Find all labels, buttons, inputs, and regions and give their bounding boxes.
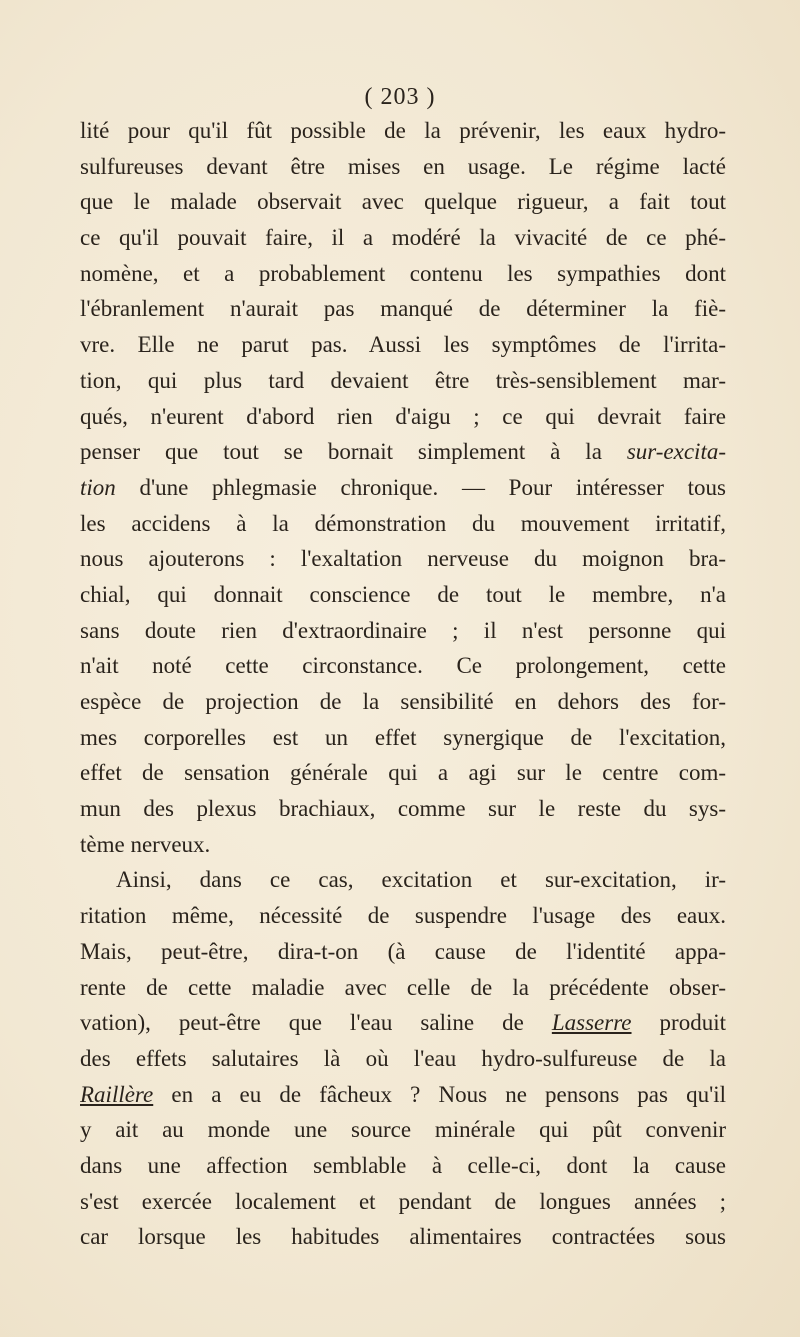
text-segment: penser que tout se bornait simplement à la [80, 439, 627, 465]
text-line [80, 898, 726, 934]
text-segment: vation), peut-être que l'eau saline de [80, 1010, 552, 1036]
text-segment: espèce de projection de la sensibilité en dehors des for- [80, 689, 726, 714]
italic-text: sur-excita- [626, 439, 726, 465]
text-line [80, 862, 726, 898]
text-line [80, 1005, 726, 1041]
text-segment: produit [631, 1010, 726, 1036]
text-line [80, 1041, 726, 1077]
text-line [80, 363, 726, 399]
text-segment: lité pour qu'il fût possible de la prévenir, les eaux hydro- [80, 118, 726, 143]
text-segment: d'une phlegmasie chronique. — Pour intéresser tous [115, 474, 726, 500]
text-segment: tion, qui plus tard devaient être très-sensiblement mar- [80, 367, 726, 393]
body-text [80, 113, 726, 1255]
text-segment: Mais, peut-être, dira-t-on (à cause de l'identité appa- [80, 938, 726, 964]
text-line [80, 541, 726, 577]
text-segment: ritation même, nécessité de suspendre l'usage des eaux. [80, 903, 726, 929]
text-line [80, 470, 726, 506]
text-line [80, 827, 726, 863]
text-segment: Ainsi, dans ce cas, excitation et sur-excitation, ir- [116, 867, 726, 893]
text-segment: tème nerveux. [80, 831, 211, 857]
text-segment: des effets salutaires là où l'eau hydro-sulfureuse de la [80, 1045, 726, 1071]
text-line [80, 648, 726, 684]
text-line [80, 720, 726, 756]
text-segment: sans doute rien d'extraordinaire ; il n'est personne qui [80, 617, 726, 643]
text-line [80, 577, 726, 613]
text-line [80, 220, 726, 256]
text-line [80, 1219, 726, 1255]
text-segment: ce qu'il pouvait faire, il a modéré la vivacité de ce phé- [80, 225, 726, 251]
text-segment: nous ajouterons : l'exaltation nerveuse du moignon bra- [80, 546, 726, 572]
text-line [80, 1148, 726, 1184]
text-segment: qués, n'eurent d'abord rien d'aigu ; ce qui devrait faire [80, 403, 726, 429]
text-line [80, 256, 726, 292]
text-line [80, 399, 726, 435]
text-line [80, 684, 726, 720]
text-line [80, 506, 726, 542]
text-segment: nomène, et a probablement contenu les sympathies dont [80, 260, 726, 286]
italic-text: Lasserre [551, 1010, 632, 1036]
italic-text: tion [80, 474, 116, 500]
page-number: ( 203 ) [364, 84, 436, 110]
text-segment: mes corporelles est un effet synergique de l'excitation, [80, 724, 726, 750]
text-line [80, 327, 726, 363]
text-line [80, 1077, 726, 1113]
text-segment: s'est exercée localement et pendant de longues années ; [80, 1188, 726, 1214]
text-segment: effet de sensation générale qui a agi sur le centre com- [80, 760, 726, 786]
text-segment: sulfureuses devant être mises en usage. Le régime lacté [80, 153, 726, 179]
text-line [80, 184, 726, 220]
text-line [80, 791, 726, 827]
text-line [80, 1112, 726, 1148]
text-segment: en a eu de fâcheux ? Nous ne pensons pas qu'il [153, 1081, 726, 1107]
italic-text: Raillère [80, 1081, 154, 1107]
text-line [80, 434, 726, 470]
text-segment: chial, qui donnait conscience de tout le membre, n'a [80, 581, 726, 607]
text-line [80, 755, 726, 791]
text-segment: vre. Elle ne parut pas. Aussi les symptômes de l'irrita- [80, 332, 726, 358]
text-segment: mun des plexus brachiaux, comme sur le reste du sys- [80, 796, 726, 822]
text-line [80, 934, 726, 970]
text-line [80, 149, 726, 185]
text-line [80, 291, 726, 327]
text-segment: dans une affection semblable à celle-ci, dont la cause [80, 1152, 726, 1178]
text-line [80, 970, 726, 1006]
text-line [80, 613, 726, 649]
text-segment: rente de cette maladie avec celle de la précédente obser- [80, 974, 726, 1000]
text-segment: que le malade observait avec quelque rigueur, a fait tout [80, 189, 726, 215]
text-segment: n'ait noté cette circonstance. Ce prolongement, cette [80, 653, 726, 679]
text-segment: car lorsque les habitudes alimentaires contractées sous [80, 1224, 726, 1250]
text-line [80, 113, 726, 149]
text-segment: les accidens à la démonstration du mouvement irritatif, [80, 510, 726, 536]
text-line [80, 1184, 726, 1220]
text-segment: l'ébranlement n'aurait pas manqué de déterminer la fiè- [80, 296, 726, 322]
text-segment: y ait au monde une source minérale qui pût convenir [80, 1117, 726, 1143]
